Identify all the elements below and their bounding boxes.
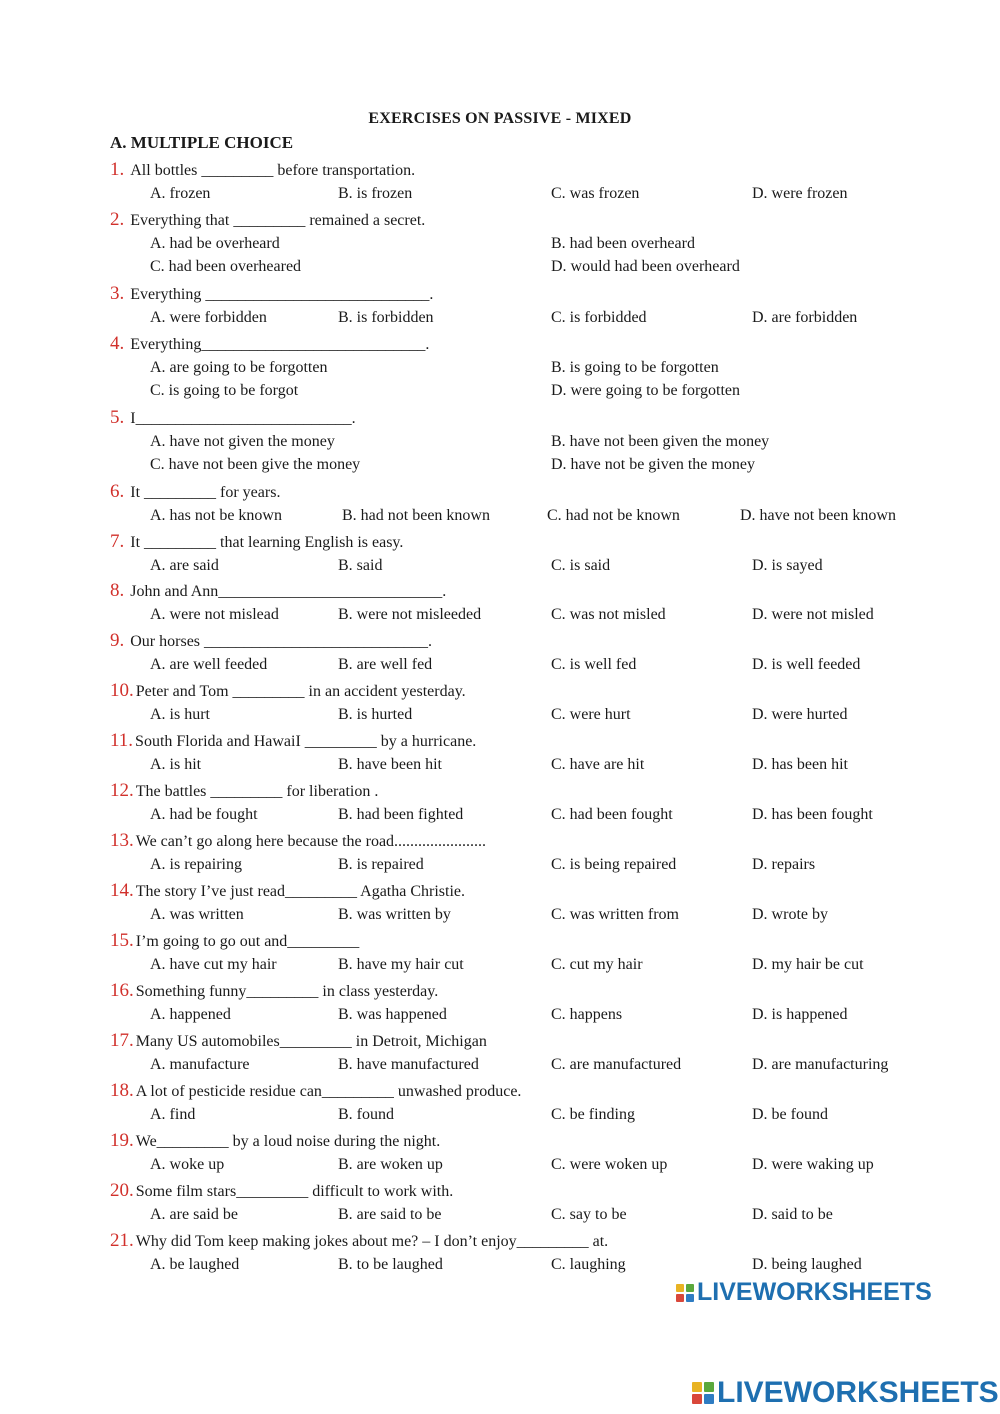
option-b[interactable]: B. are well fed <box>338 656 433 673</box>
question-number: 18. <box>110 1080 134 1101</box>
question-number: 19. <box>110 1130 134 1151</box>
option-d[interactable]: D. are forbidden <box>752 309 858 326</box>
logo-text: LIVEWORKSHEETS <box>697 1278 932 1306</box>
option-d[interactable]: D. has been fought <box>752 806 873 823</box>
question-6 <box>110 482 280 503</box>
question-number: 21. <box>110 1230 134 1251</box>
option-a[interactable]: A. has not be known <box>150 507 282 524</box>
option-d[interactable]: D. have not been known <box>740 507 896 524</box>
question-number: 7. <box>110 531 125 552</box>
option-c[interactable]: C. have not been give the money <box>150 456 361 473</box>
option-d[interactable]: D. is happened <box>752 1006 848 1023</box>
question-text: The battles _________ for liberation . <box>135 783 379 800</box>
question-text: Some film stars_________ difficult to work with. <box>135 1183 454 1200</box>
option-c[interactable]: C. happens <box>551 1006 623 1023</box>
option-b[interactable]: B. have not been given the money <box>551 433 770 450</box>
option-d[interactable]: D. were frozen <box>752 185 848 202</box>
option-b[interactable]: B. is frozen <box>338 185 413 202</box>
question-text: Our horses ____________________________. <box>130 633 433 650</box>
question-text: I___________________________. <box>130 410 356 427</box>
option-b[interactable]: B. are said to be <box>338 1206 442 1223</box>
option-d[interactable]: D. my hair be cut <box>752 956 864 973</box>
question-text: Many US automobiles_________ in Detroit, Michigan <box>135 1033 487 1050</box>
option-a[interactable]: A. are going to be forgotten <box>150 359 328 376</box>
option-c[interactable]: C. is well fed <box>551 656 637 673</box>
option-a[interactable]: A. were not mislead <box>150 606 279 623</box>
section-heading: A. MULTIPLE CHOICE <box>110 133 294 152</box>
question-text: It _________ for years. <box>130 484 281 501</box>
option-a[interactable]: A. is hit <box>150 756 202 773</box>
option-a[interactable]: A. be laughed <box>150 1256 240 1273</box>
option-a[interactable]: A. is repairing <box>150 856 242 873</box>
option-b[interactable]: B. had been fighted <box>338 806 464 823</box>
option-d[interactable]: D. were going to be forgotten <box>551 382 740 399</box>
question-number: 1. <box>110 159 125 180</box>
question-number: 16. <box>110 980 134 1001</box>
question-number: 4. <box>110 333 125 354</box>
option-a[interactable]: A. happened <box>150 1006 231 1023</box>
option-c[interactable]: C. were woken up <box>551 1156 668 1173</box>
option-d[interactable]: D. were not misled <box>752 606 874 623</box>
option-a[interactable]: A. had be fought <box>150 806 258 823</box>
option-d[interactable]: D. would had been overheard <box>551 258 740 275</box>
option-c[interactable]: C. had been fought <box>551 806 673 823</box>
option-b[interactable]: B. is hurted <box>338 706 413 723</box>
question-13 <box>110 831 486 852</box>
question-9 <box>110 631 432 652</box>
option-a[interactable]: A. are well feeded <box>150 656 268 673</box>
question-text: Something funny_________ in class yesterday. <box>135 983 439 1000</box>
option-d[interactable]: D. is well feeded <box>752 656 861 673</box>
question-2 <box>110 210 425 231</box>
option-d[interactable]: D. are manufacturing <box>752 1056 889 1073</box>
question-5 <box>110 408 356 429</box>
question-8 <box>110 581 446 602</box>
question-text: Why did Tom keep making jokes about me? – I don’t enjoy_________ at. <box>135 1233 609 1250</box>
option-a[interactable]: A. frozen <box>150 185 211 202</box>
question-4 <box>110 334 429 355</box>
option-b[interactable]: B. is repaired <box>338 856 424 873</box>
question-text: Peter and Tom _________ in an accident yesterday. <box>135 683 466 700</box>
question-18 <box>110 1081 521 1102</box>
question-number: 20. <box>110 1180 134 1201</box>
option-c[interactable]: C. be finding <box>551 1106 635 1123</box>
option-a[interactable]: A. were forbidden <box>150 309 267 326</box>
question-3 <box>110 284 433 305</box>
option-c[interactable]: C. is being repaired <box>551 856 677 873</box>
question-text: The story I’ve just read_________ Agatha Christie. <box>135 883 466 900</box>
question-text: John and Ann____________________________. <box>130 583 447 600</box>
option-a[interactable]: A. have not given the money <box>150 433 335 450</box>
question-14 <box>110 881 465 902</box>
option-b[interactable]: B. have my hair cut <box>338 956 464 973</box>
option-d[interactable]: D. is sayed <box>752 557 823 574</box>
question-number: 9. <box>110 630 125 651</box>
question-text: Everything ____________________________. <box>130 286 434 303</box>
question-19 <box>110 1131 440 1152</box>
option-d[interactable]: D. said to be <box>752 1206 833 1223</box>
question-text: Everything that _________ remained a secret. <box>130 212 426 229</box>
option-b[interactable]: B. had not been known <box>342 507 490 524</box>
option-c[interactable]: C. was not misled <box>551 606 666 623</box>
option-b[interactable]: B. was happened <box>338 1006 447 1023</box>
option-b[interactable]: B. was written by <box>338 906 451 923</box>
question-number: 13. <box>110 830 134 851</box>
option-a[interactable]: A. find <box>150 1106 196 1123</box>
question-number: 3. <box>110 283 125 304</box>
option-c[interactable]: C. is said <box>551 557 611 574</box>
option-a[interactable]: A. is hurt <box>150 706 210 723</box>
question-number: 15. <box>110 930 134 951</box>
liveworksheets-footer-logo <box>692 1376 999 1410</box>
question-text: South Florida and HawaiI _________ by a hurricane. <box>135 733 477 750</box>
option-c[interactable]: C. is going to be forgot <box>150 382 299 399</box>
option-d[interactable]: D. were waking up <box>752 1156 874 1173</box>
question-number: 10. <box>110 680 134 701</box>
option-c[interactable]: C. had not be known <box>547 507 680 524</box>
question-11 <box>110 731 476 752</box>
question-text: I’m going to go out and_________ <box>135 933 360 950</box>
question-number: 5. <box>110 407 125 428</box>
question-16 <box>110 981 438 1002</box>
question-number: 11. <box>110 730 134 751</box>
option-c[interactable]: C. are manufactured <box>551 1056 682 1073</box>
option-a[interactable]: A. woke up <box>150 1156 225 1173</box>
question-text: We_________ by a loud noise during the night. <box>135 1133 441 1150</box>
question-20 <box>110 1181 453 1202</box>
option-c[interactable]: C. have are hit <box>551 756 645 773</box>
question-number: 14. <box>110 880 134 901</box>
question-7 <box>110 532 403 553</box>
option-d[interactable]: D. has been hit <box>752 756 848 773</box>
option-c[interactable]: C. had been overheared <box>150 258 302 275</box>
option-c[interactable]: C. is forbidded <box>551 309 647 326</box>
liveworksheets-logo <box>676 1278 932 1307</box>
question-text: It _________ that learning English is easy. <box>130 534 404 551</box>
option-b[interactable]: B. are woken up <box>338 1156 443 1173</box>
option-d[interactable]: D. repairs <box>752 856 816 873</box>
option-c[interactable]: C. cut my hair <box>551 956 643 973</box>
logo-mark-icon <box>676 1284 694 1302</box>
question-text: Everything____________________________. <box>130 336 430 353</box>
option-a[interactable]: A. are said <box>150 557 219 574</box>
logo-mark-icon <box>692 1382 714 1404</box>
question-text: We can’t go along here because the road....................... <box>135 833 487 850</box>
option-d[interactable]: D. be found <box>752 1106 828 1123</box>
option-a[interactable]: A. are said be <box>150 1206 238 1223</box>
option-c[interactable]: C. say to be <box>551 1206 627 1223</box>
option-d[interactable]: D. being laughed <box>752 1256 862 1273</box>
question-17 <box>110 1031 487 1052</box>
option-c[interactable]: C. was written from <box>551 906 679 923</box>
option-b[interactable]: B. said <box>338 557 383 574</box>
option-a[interactable]: A. have cut my hair <box>150 956 277 973</box>
option-d[interactable]: D. wrote by <box>752 906 828 923</box>
question-number: 8. <box>110 580 125 601</box>
question-number: 6. <box>110 481 125 502</box>
option-b[interactable]: B. is forbidden <box>338 309 434 326</box>
question-number: 12. <box>110 780 134 801</box>
option-d[interactable]: D. were hurted <box>752 706 848 723</box>
option-d[interactable]: D. have not be given the money <box>551 456 755 473</box>
question-21 <box>110 1231 608 1252</box>
question-number: 17. <box>110 1030 134 1051</box>
question-1 <box>110 160 415 181</box>
option-c[interactable]: C. laughing <box>551 1256 626 1273</box>
option-b[interactable]: B. found <box>338 1106 394 1123</box>
option-c[interactable]: C. were hurt <box>551 706 631 723</box>
question-15 <box>110 931 359 952</box>
question-text: All bottles _________ before transportation. <box>130 162 416 179</box>
page-title: EXERCISES ON PASSIVE - MIXED <box>368 110 632 127</box>
question-number: 2. <box>110 209 125 230</box>
option-a[interactable]: A. manufacture <box>150 1056 250 1073</box>
option-a[interactable]: A. had be overheard <box>150 235 280 252</box>
option-b[interactable]: B. had been overheard <box>551 235 695 252</box>
question-text: A lot of pesticide residue can_________ unwashed produce. <box>135 1083 522 1100</box>
question-10 <box>110 681 466 702</box>
option-b[interactable]: B. to be laughed <box>338 1256 443 1273</box>
option-b[interactable]: B. have been hit <box>338 756 442 773</box>
logo-text: LIVEWORKSHEETS <box>717 1376 999 1409</box>
option-b[interactable]: B. have manufactured <box>338 1056 479 1073</box>
option-b[interactable]: B. is going to be forgotten <box>551 359 719 376</box>
option-b[interactable]: B. were not misleeded <box>338 606 482 623</box>
option-c[interactable]: C. was frozen <box>551 185 640 202</box>
option-a[interactable]: A. was written <box>150 906 244 923</box>
question-12 <box>110 781 378 802</box>
